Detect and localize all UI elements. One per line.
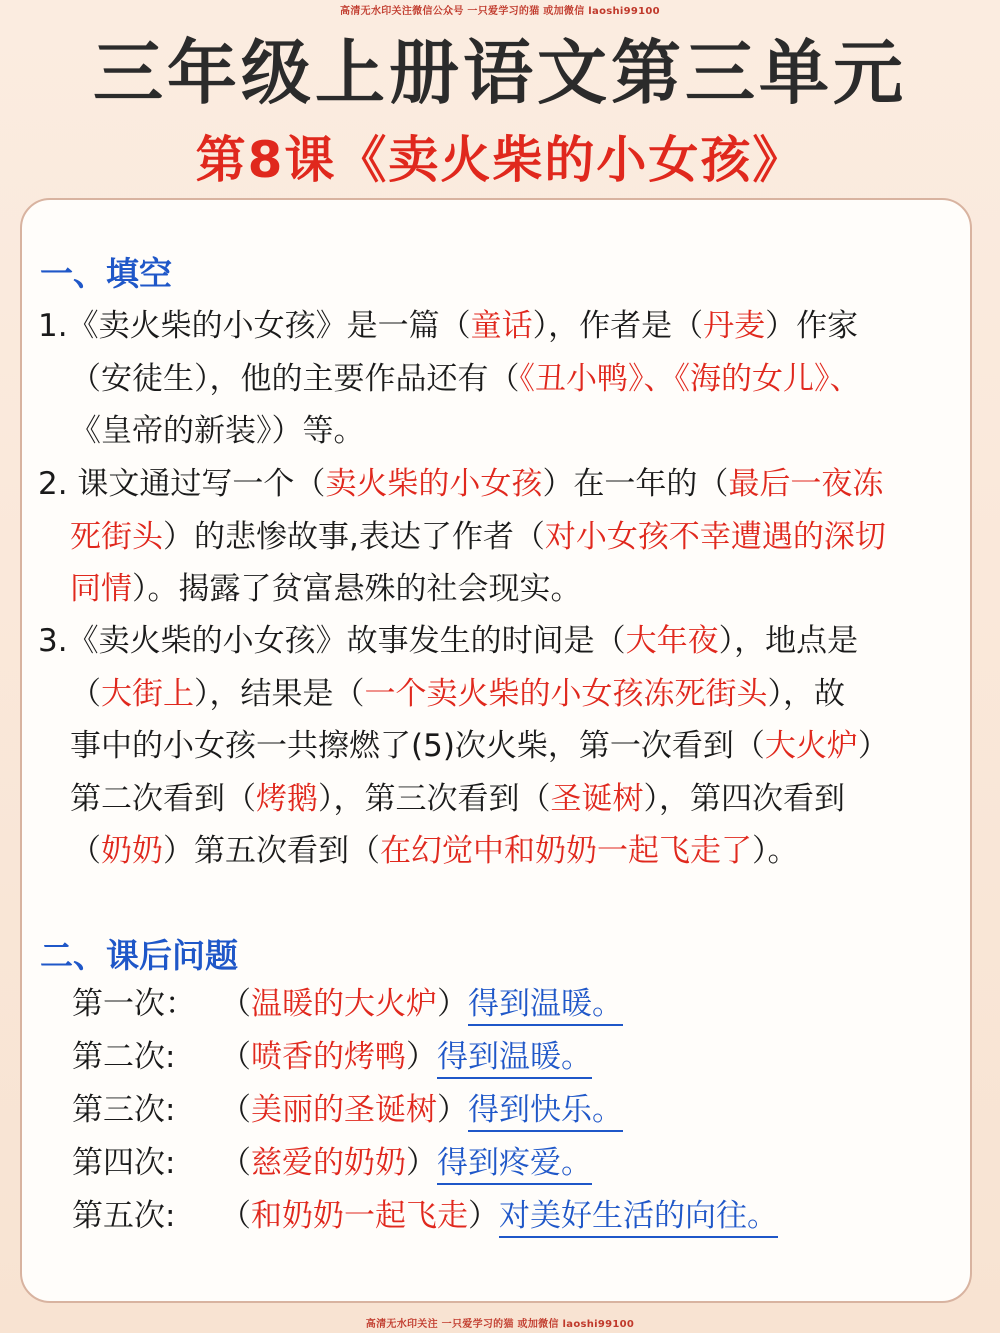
q3-line-2: [38, 668, 958, 721]
q3-line-4: [38, 773, 958, 826]
row-vision: 温暖的大火炉: [251, 986, 437, 1022]
q3-text: ），结果是（: [194, 675, 365, 712]
q1-answer-genre: 童话: [470, 308, 533, 344]
q3-text: ）。: [752, 833, 799, 869]
row-meaning: 得到温暖。: [437, 1039, 592, 1079]
q1-text: （安徒生），他的主要作品还有（: [70, 360, 520, 397]
q2-answer-event: 最后一夜冻: [728, 466, 884, 502]
row-vision: 美丽的圣诞树: [251, 1092, 437, 1128]
q2-line-1: [38, 458, 958, 511]
lesson-subtitle: 第8课《卖火柴的小女孩》: [195, 131, 805, 189]
q2-line-3: [38, 563, 958, 616]
q1-text: 1.《卖火柴的小女孩》是一篇（: [38, 308, 471, 344]
bracket-open: （: [220, 1039, 251, 1075]
q1-answer-works: 《丑小鸭》、《海的女儿》、: [519, 360, 861, 397]
q3-answer-place: 大街上: [101, 675, 194, 712]
q1-answer-country: 丹麦: [703, 308, 766, 344]
bracket-close: ）: [406, 1145, 437, 1181]
answer-row: [72, 978, 778, 1031]
row-vision: 和奶奶一起飞走: [251, 1198, 468, 1234]
q1-line-2: [38, 353, 958, 406]
q3-text: 事中的小女孩一共擦燃了(5)次火柴，第一次看到（: [70, 728, 765, 764]
answer-row: [72, 1190, 778, 1243]
question-1: [38, 300, 958, 458]
q2-text: ）。揭露了贫富悬殊的社会现实。: [132, 571, 582, 607]
page-title: 三年级上册语文第三单元: [93, 32, 907, 114]
q3-line-3: [38, 720, 958, 773]
q3-line-5: [38, 825, 958, 878]
q3-text: ），第三次看到（: [318, 780, 551, 817]
watermark-bottom: 高清无水印关注 一只爱学习的猫 或加微信 laoshi99100: [365, 1319, 635, 1330]
q2-answer-event-2: 死街头: [70, 518, 163, 555]
q1-line-1: [38, 300, 958, 353]
q3-text: ），故: [767, 675, 845, 712]
q3-answer-fifth: 在幻觉中和奶奶一起飞走了: [380, 833, 752, 869]
q3-text: ）第五次看到（: [163, 833, 380, 869]
q1-text: ）作家: [765, 308, 859, 344]
q3-answer-first: 大火炉: [764, 728, 858, 764]
question-3: [38, 615, 958, 878]
bracket-open: （: [220, 1198, 251, 1234]
answer-row: [72, 1137, 778, 1190]
answer-row: [72, 1031, 778, 1084]
row-vision: 喷香的烤鸭: [251, 1039, 406, 1075]
row-label: 第五次:: [72, 1198, 176, 1234]
question-2: [38, 458, 958, 616]
bracket-open: （: [220, 1145, 251, 1181]
bracket-close: ）: [468, 1198, 499, 1234]
row-vision: 慈爱的奶奶: [251, 1145, 406, 1181]
bracket-open: （: [220, 1092, 251, 1128]
q3-text: ）: [857, 728, 889, 764]
bracket-close: ）: [437, 986, 468, 1022]
bracket-close: ）: [406, 1039, 437, 1075]
bracket-close: ）: [437, 1092, 468, 1128]
q1-answer-works-2: 《皇帝的新装》）等。: [70, 413, 365, 449]
q3-text: 第二次看到（: [70, 780, 256, 817]
q2-line-2: [38, 511, 958, 564]
bracket-open: （: [220, 986, 251, 1022]
section-fill-blank-title: 一、填空: [40, 254, 172, 293]
q2-text: 2. 课文通过写一个（: [38, 466, 326, 502]
q3-text: ），第四次看到: [643, 780, 845, 817]
q3-answer-time: 大年夜: [625, 623, 719, 659]
q3-answer-result: 一个卖火柴的小女孩冻死街头: [364, 675, 768, 712]
answer-row: [72, 1084, 778, 1137]
row-label: 第四次:: [72, 1145, 176, 1181]
q3-answer-second: 烤鹅: [256, 780, 318, 817]
q3-answer-third: 圣诞树: [550, 780, 644, 817]
row-label: 第二次:: [72, 1039, 176, 1075]
q2-answer-emotion: 对小女孩不幸遭遇的深切: [544, 518, 886, 555]
q3-text: （: [70, 833, 101, 869]
q1-line-3: [38, 405, 958, 458]
section-questions-title: 二、课后问题: [40, 936, 238, 975]
row-label: 第三次:: [72, 1092, 176, 1128]
q2-answer-protagonist: 卖火柴的小女孩: [325, 466, 543, 502]
q3-text: ），地点是: [718, 623, 859, 659]
q2-answer-emotion-2: 同情: [70, 571, 132, 607]
q3-answer-fourth: 奶奶: [101, 833, 163, 869]
row-label: 第一次：: [72, 986, 196, 1022]
watermark-top: 高清无水印关注微信公众号 一只爱学习的猫 或加微信 laoshi99100: [340, 6, 660, 17]
row-meaning: 得到快乐。: [468, 1092, 623, 1132]
q3-text: （: [70, 675, 101, 712]
row-meaning: 对美好生活的向往。: [499, 1198, 778, 1238]
q1-text: ），作者是（: [532, 308, 704, 344]
row-meaning: 得到疼爱。: [437, 1145, 592, 1185]
q2-text: ）的悲惨故事,表达了作者（: [163, 518, 545, 555]
q2-text: ）在一年的（: [542, 466, 729, 502]
after-class-answers: [72, 978, 778, 1243]
row-meaning: 得到温暖。: [468, 986, 623, 1026]
q3-text: 3.《卖火柴的小女孩》故事发生的时间是（: [38, 623, 626, 659]
q3-line-1: [38, 615, 958, 668]
